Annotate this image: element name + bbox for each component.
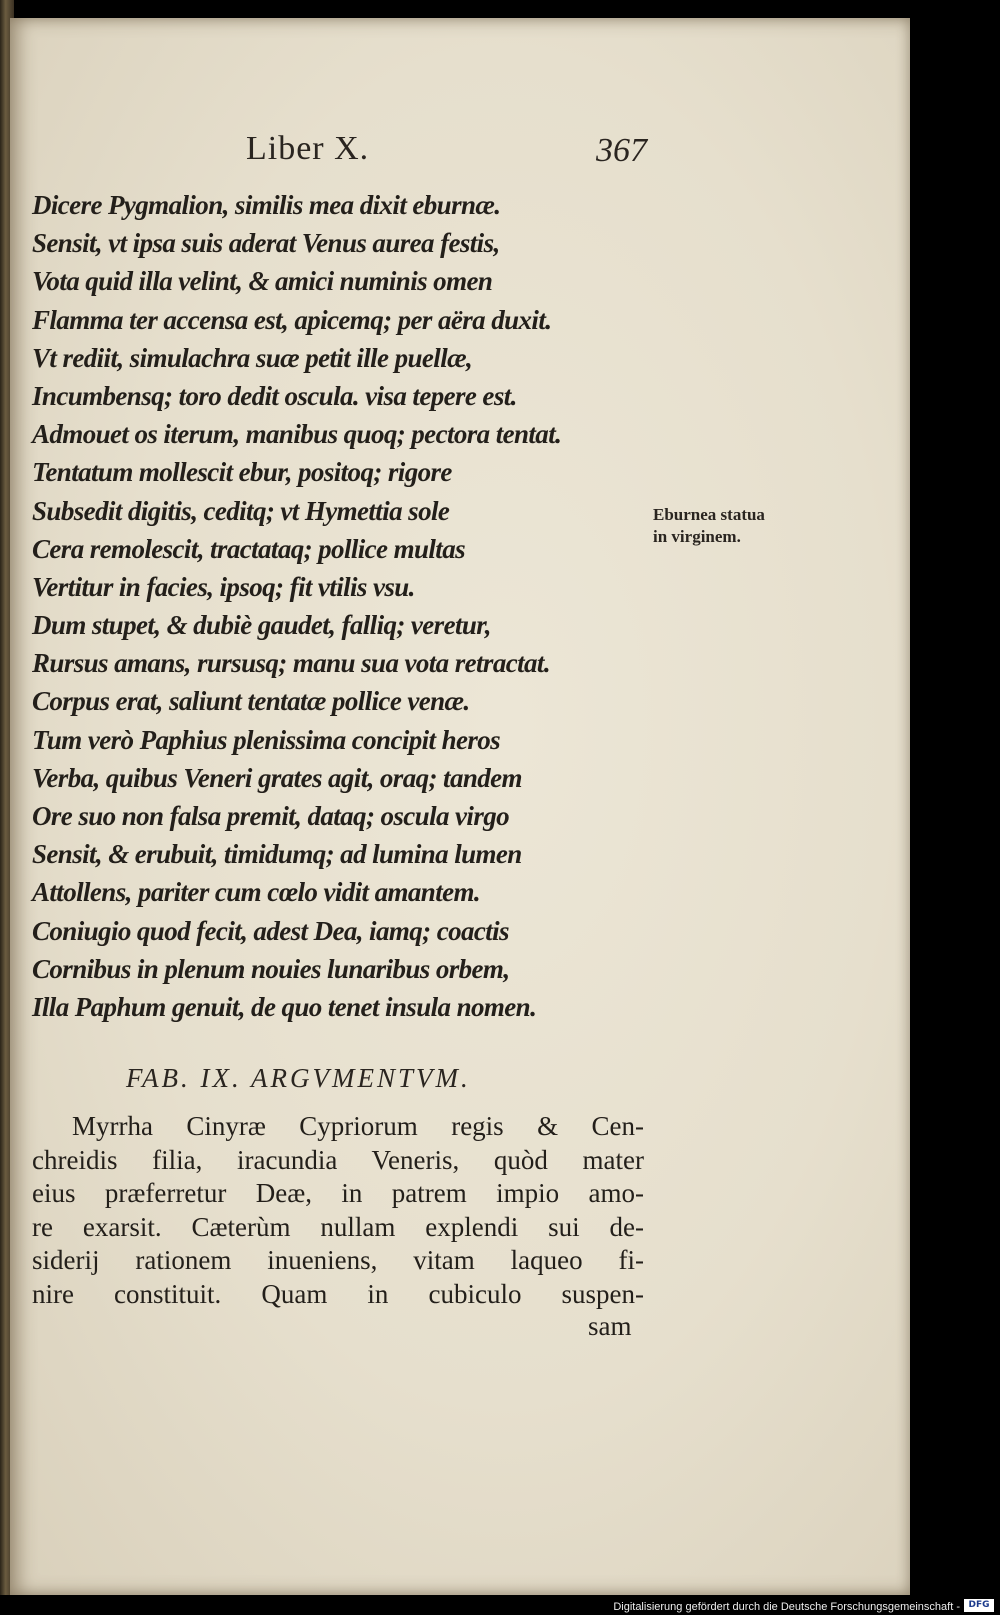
argument-paragraph xyxy=(32,1110,644,1311)
verse-line: Cera remolescit, tractataq; pollice multas xyxy=(32,533,466,564)
prose-line: chreidis filia, iracundia Veneris, quòd mater xyxy=(32,1144,644,1175)
marginal-note: Eburnea statua in virginem. xyxy=(653,505,765,546)
running-head xyxy=(246,130,660,174)
prose-line: Myrrha Cinyræ Cypriorum regis & Cen- xyxy=(72,1111,644,1141)
verse-line: Flamma ter accensa est, apicemq; per aëra duxit. xyxy=(32,304,552,335)
verse-line: Ore suo non falsa premit, dataq; oscula virgo xyxy=(32,801,510,831)
prose-line: re exarsit. Cæterùm nullam explendi sui de- xyxy=(32,1211,644,1242)
verse-line: Subsedit digitis, ceditq; vt Hymettia sole xyxy=(32,495,450,526)
verse-line: Sensit, vt ipsa suis aderat Venus aurea festis, xyxy=(32,228,500,259)
verse-line: Coniugio quod fecit, adest Dea, iamq; coactis xyxy=(32,915,509,946)
dfg-logo-icon: DFG xyxy=(964,1599,994,1612)
verse-line: Verba, quibus Veneri grates agit, oraq; tandem xyxy=(32,762,522,793)
page-number: 367 xyxy=(596,132,647,169)
verse-line: Vertitur in facies, ipsoq; fit vtilis vsu. xyxy=(32,571,415,602)
prose-line: nire constituit. Quam in cubiculo suspen- xyxy=(32,1278,644,1309)
poem-verse-block xyxy=(32,186,632,1026)
catchword: sam xyxy=(588,1311,632,1341)
verse-line: Cornibus in plenum nouies lunaribus orbem, xyxy=(32,953,510,984)
verse-line: Tentatum mollescit ebur, positoq; rigore xyxy=(32,457,452,488)
digitization-credit: Digitalisierung gefördert durch die Deutsche Forschungsgemeinschaft - xyxy=(613,1601,960,1613)
verse-line: Dicere Pygmalion, similis mea dixit eburnæ. xyxy=(32,190,501,220)
prose-line: eius præferretur Deæ, in patrem impio amo- xyxy=(32,1178,644,1208)
verse-line: Illa Paphum genuit, de quo tenet insula nomen. xyxy=(32,991,537,1022)
verse-line: Admouet os iterum, manibus quoq; pectora tentat. xyxy=(32,419,562,450)
verse-line: Rursus amans, rursusq; manu sua vota retractat. xyxy=(32,648,550,679)
footer-bar xyxy=(0,1595,1000,1615)
verse-line: Tum verò Paphius plenissima concipit heros xyxy=(32,724,501,755)
book-title: Liber X. xyxy=(246,130,370,167)
verse-line: Vt rediit, simulachra suæ petit ille puellæ, xyxy=(32,342,473,373)
prose-line: siderij rationem inueniens, vitam laqueo fi- xyxy=(32,1245,644,1275)
verse-line: Incumbensq; toro dedit oscula. visa tepere est. xyxy=(32,380,517,411)
verse-line: Attollens, pariter cum cœlo vidit amantem. xyxy=(32,877,481,908)
verse-line: Vota quid illa velint, & amici numinis omen xyxy=(32,266,493,297)
verse-line: Dum stupet, & dubiè gaudet, falliq; veretur, xyxy=(32,610,491,641)
verse-line: Sensit, & erubuit, timidumq; ad lumina lumen xyxy=(32,839,522,870)
verse-line: Corpus erat, saliunt tentatæ pollice venæ. xyxy=(32,686,470,717)
section-heading: FAB. IX. ARGVMENTVM. xyxy=(126,1063,471,1093)
book-page xyxy=(10,18,910,1595)
